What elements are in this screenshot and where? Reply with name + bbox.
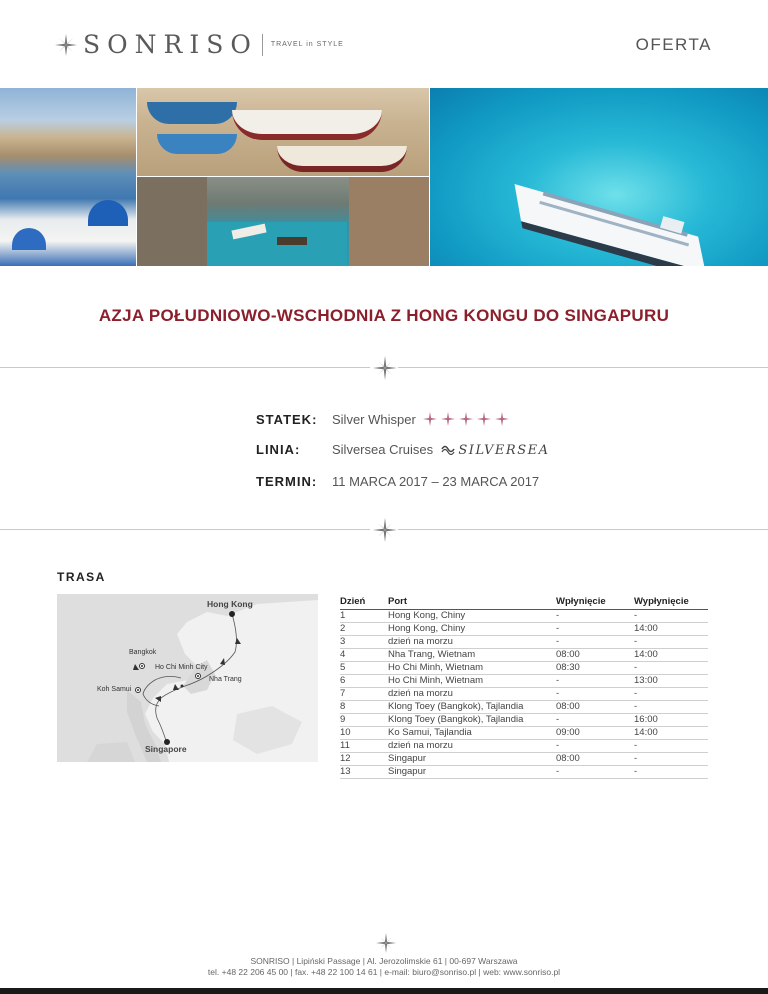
cell-departure: - bbox=[634, 662, 708, 675]
cell-arrival: - bbox=[556, 688, 634, 701]
page-header bbox=[0, 0, 768, 88]
table-row bbox=[340, 636, 708, 649]
table-row bbox=[340, 714, 708, 727]
table-row bbox=[340, 610, 708, 623]
term-value: 11 MARCA 2017 – 23 MARCA 2017 bbox=[332, 474, 540, 489]
table-row bbox=[340, 766, 708, 779]
fishing-boats-photo bbox=[137, 88, 429, 176]
cell-port: Ho Chi Minh, Wietnam bbox=[388, 675, 556, 688]
table-row bbox=[340, 623, 708, 636]
table-row bbox=[340, 688, 708, 701]
section-divider bbox=[0, 356, 768, 380]
map-label-hong-kong: Hong Kong bbox=[207, 599, 253, 609]
cell-arrival: - bbox=[556, 623, 634, 636]
cell-port: dzień na morzu bbox=[388, 688, 556, 701]
cell-departure: - bbox=[634, 701, 708, 714]
table-row bbox=[340, 740, 708, 753]
cell-departure: - bbox=[634, 688, 708, 701]
cell-day: 9 bbox=[340, 714, 388, 727]
cell-arrival: - bbox=[556, 766, 634, 779]
map-label-nha-trang: Nha Trang bbox=[209, 676, 242, 683]
map-label-ho-chi-minh: Ho Chi Minh City bbox=[155, 664, 208, 671]
cell-port: Singapur bbox=[388, 753, 556, 766]
cell-arrival: - bbox=[556, 740, 634, 753]
term-label: TERMIN: bbox=[256, 474, 318, 489]
line-label: LINIA: bbox=[256, 442, 301, 457]
cell-arrival: - bbox=[556, 636, 634, 649]
footer-contact: tel. +48 22 206 45 00 | fax. +48 22 100 14 61 | e-mail: biuro@sonriso.pl | web: www.sonriso.pl bbox=[207, 967, 561, 977]
cell-arrival: - bbox=[556, 610, 634, 623]
cell-port: Nha Trang, Wietnam bbox=[388, 649, 556, 662]
cell-port: Klong Toey (Bangkok), Tajlandia bbox=[388, 714, 556, 727]
cell-arrival: 08:00 bbox=[556, 701, 634, 714]
santorini-photo bbox=[0, 88, 136, 266]
compass-star-icon bbox=[373, 518, 397, 542]
map-label-koh-samui: Koh Samui bbox=[97, 686, 132, 693]
line-value bbox=[332, 442, 550, 458]
ship-label: STATEK: bbox=[256, 412, 318, 427]
itinerary-table bbox=[340, 596, 708, 779]
table-row bbox=[340, 701, 708, 714]
cell-departure: - bbox=[634, 636, 708, 649]
rating-stars-icon bbox=[423, 412, 509, 426]
cell-port: Hong Kong, Chiny bbox=[388, 610, 556, 623]
cell-day: 6 bbox=[340, 675, 388, 688]
cell-day: 12 bbox=[340, 753, 388, 766]
col-port: Port bbox=[388, 596, 556, 610]
cell-port: Klong Toey (Bangkok), Tajlandia bbox=[388, 701, 556, 714]
compass-star-icon bbox=[376, 932, 396, 954]
cell-day: 11 bbox=[340, 740, 388, 753]
venice-canal-photo bbox=[137, 177, 429, 266]
cell-arrival: 09:00 bbox=[556, 727, 634, 740]
section-divider bbox=[0, 518, 768, 542]
bottom-bar bbox=[0, 988, 768, 994]
ship-value bbox=[332, 412, 509, 427]
table-row bbox=[340, 753, 708, 766]
route-map[interactable] bbox=[57, 594, 318, 762]
cell-port: Hong Kong, Chiny bbox=[388, 623, 556, 636]
cell-departure: 14:00 bbox=[634, 649, 708, 662]
cell-departure: 13:00 bbox=[634, 675, 708, 688]
offer-label: OFERTA bbox=[635, 35, 712, 54]
cell-departure: - bbox=[634, 766, 708, 779]
cell-day: 3 bbox=[340, 636, 388, 649]
col-day: Dzień bbox=[340, 596, 388, 610]
silversea-logo-icon bbox=[441, 443, 455, 455]
cell-departure: - bbox=[634, 753, 708, 766]
cell-day: 13 bbox=[340, 766, 388, 779]
cell-arrival: 08:00 bbox=[556, 753, 634, 766]
brand-tagline: TRAVEL in STYLE bbox=[270, 41, 344, 48]
cell-day: 5 bbox=[340, 662, 388, 675]
cell-arrival: - bbox=[556, 675, 634, 688]
compass-star-icon bbox=[55, 34, 77, 56]
cell-port: dzień na morzu bbox=[388, 636, 556, 649]
compass-star-icon bbox=[373, 356, 397, 380]
brand-name: SONRISO bbox=[83, 30, 258, 59]
cell-port: Ho Chi Minh, Wietnam bbox=[388, 662, 556, 675]
cell-day: 10 bbox=[340, 727, 388, 740]
cell-day: 1 bbox=[340, 610, 388, 623]
cell-arrival: 08:00 bbox=[556, 649, 634, 662]
route-map-graphic bbox=[57, 594, 318, 762]
cell-arrival: 08:30 bbox=[556, 662, 634, 675]
map-label-bangkok: Bangkok bbox=[129, 649, 157, 656]
cell-departure: - bbox=[634, 610, 708, 623]
silversea-logo-text: SILVERSEA bbox=[458, 443, 550, 458]
table-row bbox=[340, 675, 708, 688]
page-footer bbox=[0, 956, 768, 978]
cell-departure: - bbox=[634, 740, 708, 753]
cell-day: 2 bbox=[340, 623, 388, 636]
map-label-singapore: Singapore bbox=[145, 744, 187, 754]
logo-separator bbox=[262, 34, 263, 56]
col-departure: Wypłynięcie bbox=[634, 596, 708, 610]
cell-port: Ko Samui, Tajlandia bbox=[388, 727, 556, 740]
cell-port: dzień na morzu bbox=[388, 740, 556, 753]
table-row bbox=[340, 727, 708, 740]
cell-departure: 14:00 bbox=[634, 727, 708, 740]
route-heading: TRASA bbox=[57, 570, 106, 584]
cell-departure: 16:00 bbox=[634, 714, 708, 727]
cell-day: 4 bbox=[340, 649, 388, 662]
table-row bbox=[340, 662, 708, 675]
page-title: AZJA POŁUDNIOWO-WSCHODNIA Z HONG KONGU DO SINGAPURU bbox=[98, 306, 670, 325]
brand-logo[interactable] bbox=[55, 30, 344, 59]
cell-arrival: - bbox=[556, 714, 634, 727]
col-arrival: Wpłynięcie bbox=[556, 596, 634, 610]
ship-name: Silver Whisper bbox=[332, 412, 416, 427]
cell-day: 7 bbox=[340, 688, 388, 701]
cell-day: 8 bbox=[340, 701, 388, 714]
footer-address: SONRISO | Lipiński Passage | Al. Jerozolimskie 61 | 00-697 Warszawa bbox=[250, 956, 518, 966]
line-name: Silversea Cruises bbox=[332, 442, 434, 457]
cell-departure: 14:00 bbox=[634, 623, 708, 636]
photo-banner bbox=[0, 88, 768, 266]
cell-port: Singapur bbox=[388, 766, 556, 779]
table-row bbox=[340, 649, 708, 662]
table-header-row bbox=[340, 596, 708, 610]
